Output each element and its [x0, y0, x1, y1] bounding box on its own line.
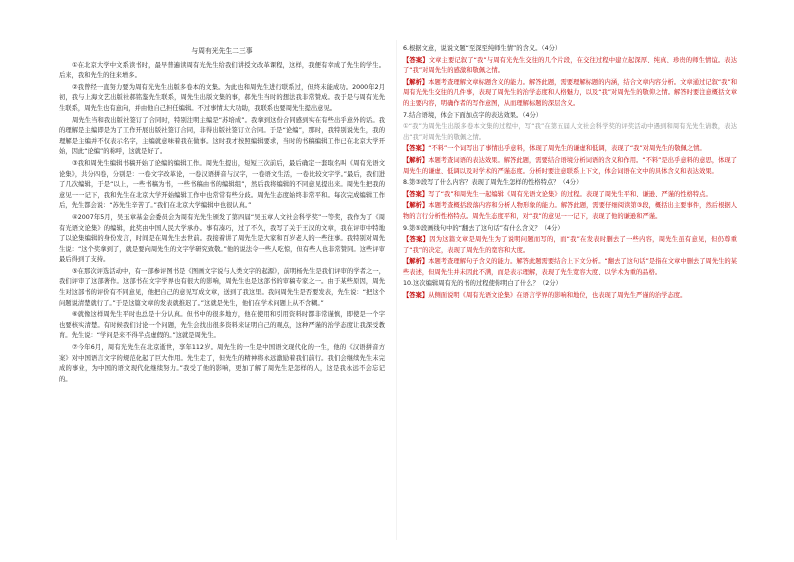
article-title: 与周有光先生二三事: [191, 47, 253, 55]
answer-label: 【解析】: [403, 78, 429, 86]
question-text: 7.结合语境，体会下面加点字的表达效果。（4分）: [403, 111, 543, 119]
article-paragraph: ①在北京大学中文系读书时，最早普遍读周有光先生给我们讲授文改革课程，这样，我便有幸成了先生的学生。后来，我和先生的往来增多。: [59, 61, 385, 80]
answer-block: [403, 156, 737, 177]
left-column: [59, 46, 385, 386]
article-paragraph: ⑦今年6月，周有光先生在北京逝世，享年112岁。周先生的一生是中国语文现代化的一生，他的《汉语拼音方案》对中国语言文字的规范化起了巨大作用。先生走了，但先生的精神将永远激励着我们前行。我们会继续先生未完成的事业，为中国的语文现代化继续努力。”我受了他的影响，更加了解了周先生是怎样的人，这是我永远不会忘记的。: [59, 344, 385, 383]
answer-block: [403, 78, 737, 110]
answer-text: 因为这篇文章是周先生为了说明问题而写的，而“我”在发表时删去了一些内容，周先生虽有意见，但仍尊重了“我”的决定，表现了周先生的宽容和大度。: [403, 236, 738, 254]
question-text: 8.第③段写了什么内容？表现了周先生怎样的性格特点？（4分）: [403, 179, 583, 187]
answer-label: 【解析】: [403, 258, 429, 266]
answer-block: [403, 235, 737, 256]
answer-block: [403, 144, 737, 155]
answer-label: 【答案】: [403, 56, 429, 64]
answer-text: 本题考查词语的表达效果。解答此题，需要结合语境分析词语的含义和作用。“不料”是出乎意料的意思，体现了周先生的谦虚、低调以及对学术的严谨态度。分析时要注意联系上下文，体会词语在文中的具体含义和表达效果。: [403, 156, 738, 175]
question-text: 6.根据文意，说说文题“至深至纯师生情”的含义。（4分）: [403, 45, 562, 52]
column-divider: [396, 40, 397, 540]
question-text: 10.这次编辑周有光的书的过程使你明白了什么？（2分）: [403, 280, 562, 288]
right-column: [403, 44, 737, 303]
article-paragraph: ②我曾经一直努力要为周有光先生出版多卷本的文集。为此也和周先生进行联系过，但终未能成功。2000年2月初，我与上海文艺出版社郝铭鉴先生联系，周先生出版文集的事，郝先生当时的想法我非常赞成。我于是与周有光先生联系，周先生也有意向，并由他自己担任编辑。不过事情太大功助，我联系也要周先生提出意见。: [59, 83, 385, 112]
answer-block: [403, 190, 737, 201]
answer-label: 【答案】: [403, 236, 430, 244]
article-paragraph: 周先生当和我出版社签订了合同时，特别注明主编是“苏培成”。我拿到这份合同感到实在有些出乎意外的话。我的理解是主编即是为了工作开展出版社签订合同，非得出版社签订立合同。于是“论编”，那时，我特别说先生，我的理解是主编并不仅表示名字，主编就意味着我在做事。这时我才按照编辑要求，当时的书稿编辑工作已在北京大学开始，因此“论编”的称呼，这就是好了。: [59, 116, 385, 156]
answer-text: 文章主要记叙了“我”与周有光先生交往的几个片段，在交往过程中建立起深厚、纯真、珍贵的师生情谊。表达了“我”对周先生的感激和敬佩之情。: [403, 56, 738, 75]
answer-text: 本题考查理解文章标题含义的能力。解答此题，需要理解标题的内涵，结合文章内容分析。文章通过记叙“我”和周有光先生交往的几件事，表现了周先生的治学态度和人格魅力，以及“我”对周先生的敬仰之情。解答时要注意概括文章的主要内容，明确作者的写作意图，从而理解标题的深层含义。: [403, 78, 738, 107]
answer-text: “不料”一个词写出了事情出乎意料，体现了周先生的谦虚和低调，表现了“我”对周先生的敬佩之情。: [428, 145, 706, 153]
question-text: 9.第⑤段画线句中的“翻去了这句话”有什么含义？（4分）: [403, 224, 564, 232]
answer-block: [403, 257, 737, 278]
answer-label: 【解析】: [403, 202, 429, 210]
answer-label: 【答案】: [403, 292, 429, 300]
answer-text: 写了“我”和周先生一起编辑《周有光语文论集》的过程。表现了周先生平和、谦逊、严谨的性格特点。: [428, 190, 712, 198]
answer-label: 【解析】: [403, 156, 429, 164]
answer-text: 本题考查概括段落内容和分析人物形象的能力。解答此题，需要仔细阅读第③段，概括出主要事件，然后根据人物的言行分析性格特点。周先生态度平和，对“我”的意见一一记下，表现了他的谦逊和严谨。: [403, 202, 737, 220]
article-paragraph: ③我和周先生编辑书稿开始了论编的编辑工作。周先生提出，短短三次前后，最后确定一套取名叫《周有光语文论集》，共分四卷，分别是：一卷文字改革论，一卷汉语拼音与汉字，一卷语文生活，一卷比较文字学。”最后，我们进了几次编辑，于是“以上，一些书稿为书，一些书稿由书的编辑组”，然后我将编辑的不同意见提出来。周先生把我的意见一一记下，我和先生在北京大学开始编辑工作中也常常有些分歧。周先生态度始终非常平和。每次完成编辑工作后，先生都会说：“苏先生辛苦了。”我们在北京大学编辑中也很认真。”: [59, 159, 385, 210]
answer-text: 本题考查理解句子含义的能力。解答此题需要结合上下文分析。“翻去了这句话”是指在文章中删去了周先生的某些表述，但周先生并未因此不满，而是表示理解，表现了先生宽容大度、以学术为重的品格。: [403, 258, 738, 276]
questions-answers: [403, 44, 737, 302]
answer-block: [403, 201, 737, 222]
answer-block: [403, 291, 737, 302]
article-paragraph: ⑤在那次评选活动中，有一部参评图书是《图画文字说与人类文字的起源》，前明杨先生是我们评审的学者之一，我们评审了这部著作。这部书在文字学界也有很大的影响，周先生也是这部书的审稿专家之一。由于某些原因，周先生对这部书的评价有不同意见，他把自己的意见写成文章，送到了我这里。我问周先生是否要发表，先生说：“把这个问题说清楚就行了。”于是这篇文章的发表就推迟了。”这就是先生，他们在学术问题上从不含糊。”: [59, 267, 385, 307]
answer-text: 从侧面说明《周有光语文论集》在语言学界的影响和地位，也表现了周先生严谨的治学态度。: [428, 292, 687, 300]
answer-label: 【答案】: [403, 190, 429, 198]
article-paragraph: ④2007年5月，吴玉章基金会委员会为周有光先生颁发了第四届“吴玉章人文社会科学奖”一等奖，我作为了《周有光语文论集》的编辑，此奖由中国人民大学承办。事有凑巧，过了不久，我写了关于王汉的文章，我在评审中特地了以论集编辑的身份发言，时间是在周先生去世前。我接着讲了周先生是大家和百岁老人的一些往事。我特别对周先生说：“这个奖拿到了，就是要向周先生的文字学研究致敬。”他的说法令一些人吃惊，但有些人也非常赞同。这些评审最后得到了支持。: [59, 213, 385, 264]
answer-label: 【答案】: [403, 145, 429, 153]
article-paragraph: ⑥就像这样周先生平时也总是十分认真。但书中的很多地方，他在使用和引用资料时都非常谨慎，即使是一个字也要核实清楚。有时候我们讨论一个问题，先生会找出很多资料来证明自己的观点，这种严谨的治学态度让我深受教育。先生说：“学问是来不得半点虚假的。”这就是周先生。: [59, 311, 385, 340]
answer-block: [403, 56, 737, 77]
article-body: [59, 61, 385, 386]
note-text: ①“我”为周先生出版多卷本文集的过程中，写“我”在第五届人文社会科学奖的评奖活动中遇到和周有光先生请教，表达出“我”对周先生的敬佩之情。: [403, 123, 737, 141]
